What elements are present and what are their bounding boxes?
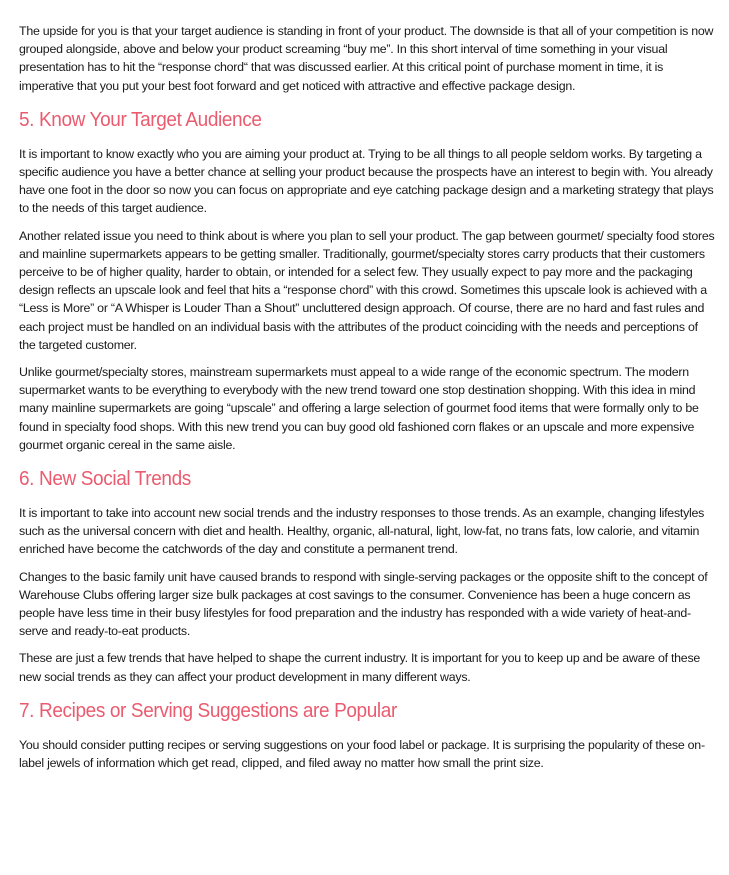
section-heading: 5. Know Your Target Audience	[19, 108, 262, 131]
section-paragraph: Unlike gourmet/specialty stores, mainstream supermarkets must appeal to a wide range of the economic spectrum. The modern supermarket wants to be everything to everybody with the new trend toward one stop destination shopping. With this idea in mind many mainline supermarkets are going “upscale” and offering a large selection of gourmet food items that were formally only to be found in specialty food shops. With this new trend you can buy good old fashioned corn flakes or an upscale and more expensive gourmet organic cereal in the same aisle.	[19, 365, 699, 452]
section-paragraph: You should consider putting recipes or serving suggestions on your food label or package. It is surprising the popularity of these on-label jewels of information which get read, clipped, and filed away no matter how small the print size.	[19, 737, 705, 771]
section-heading: 6. New Social Trends	[19, 468, 191, 491]
section-paragraph: It is important to take into account new social trends and the industry responses to those trends. As an example, changing lifestyles such as the universal concern with diet and health. Healthy, organic, all-natural, light, low-fat, no trans fats, low calorie, and vitamin enriched have become the catchwords of the day and constitute a permanent trend.	[19, 506, 705, 557]
section-heading: 7. Recipes or Serving Suggestions are Popular	[19, 699, 397, 722]
section-paragraph: These are just a few trends that have helped to shape the current industry. It is important for you to keep up and be aware of these new social trends as they can affect your product development in many different ways.	[19, 651, 701, 684]
section-know-your-target-audience	[19, 107, 715, 454]
section-paragraph: Another related issue you need to think about is where you plan to sell your product. The gap between gourmet/ specialty food stores and mainline supermarkets appears to be getting smaller. Traditionally, gourmet/specialty stores carry products that their customers perceive to be of higher quality, harder to obtain, or intended for a select few. They usually expect to pay more and the packaging design reflects an upscale look and feel that hits a “response chord” with this crowd. Sometimes this upscale look is achieved with a “Less is More” or “A Whisper is Louder Than a Shout” uncluttered design approach. Of course, there are no hard and fast rules and each project must be handled on an individual basis with the attributes of the product coinciding with the needs and perceptions of the targeted customer.	[19, 228, 715, 352]
section-new-social-trends	[19, 466, 715, 686]
intro-paragraph: The upside for you is that your target audience is standing in front of your product. The downside is that all of your competition is now grouped alongside, above and below your product screaming “buy me”. In this short interval of time something in your visual presentation has to hit the “response chord“ that was discussed earlier. At this critical point of purchase moment in time, it is imperative that you put your best foot forward and get noticed with attractive and effective package design.	[19, 24, 714, 93]
section-paragraph: Changes to the basic family unit have caused brands to respond with single-serving packages or the opposite shift to the concept of Warehouse Clubs offering larger size bulk packages at cost savings to the consumer. Convenience has been a huge concern as people have less time in their busy lifestyles for food preparation and the industry has responded with a wide variety of heat-and-serve and ready-to-eat products.	[19, 569, 708, 639]
section-paragraph: It is important to know exactly who you are aiming your product at. Trying to be all things to all people seldom works. By targeting a specific audience you have a better chance at selling your product because the prospects have an interest to begin with. You already have one foot in the door so now you can focus on appropriate and eye catching package design and a marketing strategy that plays to the needs of this target audience.	[19, 146, 714, 216]
section-recipes-serving-suggestions	[19, 698, 715, 772]
